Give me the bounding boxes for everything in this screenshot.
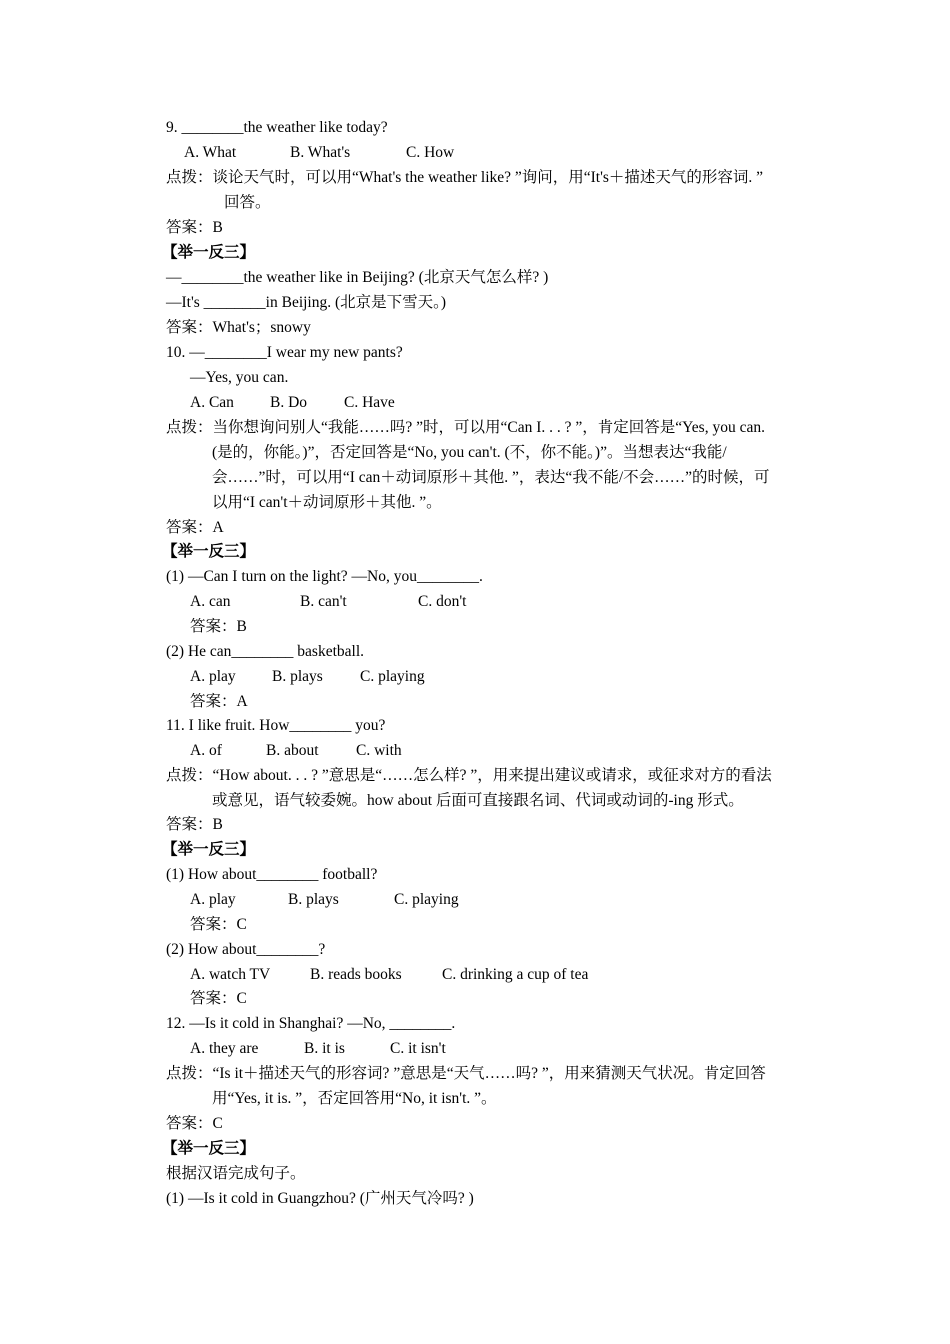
q11-sub2-stem: (2) How about________?: [166, 941, 326, 958]
q9-option-c: C. How: [406, 144, 455, 161]
q10-reply: —Yes, you can.: [190, 369, 289, 386]
q10-option-b: B. Do: [270, 394, 308, 411]
q10-sub2-answer: 答案：A: [190, 693, 248, 710]
q9-stem: 9. ________the weather like today?: [166, 119, 388, 136]
q11-stem: 11. I like fruit. How________ you?: [166, 717, 386, 734]
q12-tip-line1: 点拨：“Is it＋描述天气的形容词? ”意思是“天气……吗? ”，用来猜测天气状况。肯定回答: [166, 1065, 766, 1082]
q10-sub1-answer: 答案：B: [190, 618, 247, 635]
q9-option-b: B. What's: [290, 144, 351, 161]
q11-answer: 答案：B: [166, 816, 223, 833]
q11-sub2-option-a: A. watch TV: [190, 966, 271, 983]
q9-answer: 答案：B: [166, 219, 223, 236]
q10-option-c: C. Have: [344, 394, 395, 411]
q10-sub2-option-c: C. playing: [360, 668, 425, 685]
q10-sub1-option-a: A. can: [190, 593, 231, 610]
q12-option-c: C. it isn't: [390, 1040, 446, 1057]
q12-stem: 12. —Is it cold in Shanghai? —No, ________.: [166, 1015, 456, 1032]
q10-stem: 10. —________I wear my new pants?: [166, 344, 403, 361]
q12-option-b: B. it is: [304, 1040, 345, 1057]
q10-tip-line3: 会……”时，可以用“I can＋动词原形＋其他. ”，表达“我不能/不会……”的时候，可: [212, 469, 770, 486]
q11-sub1-stem: (1) How about________ football?: [166, 866, 378, 883]
q12-instruction: 根据汉语完成句子。: [166, 1165, 306, 1182]
q9-extra-line1: —________the weather like in Beijing? (北京天气怎么样? ): [166, 269, 549, 286]
q10-sub2-option-a: A. play: [190, 668, 236, 685]
q11-sub1-option-c: C. playing: [394, 891, 459, 908]
q11-option-b: B. about: [266, 742, 319, 759]
q9-option-a: A. What: [184, 144, 237, 161]
q9-extra-line2: —It's ________in Beijing. (北京是下雪天。): [166, 294, 447, 311]
q9-tip-line1: 点拨：谈论天气时，可以用“What's the weather like? ”询问，用“It's＋描述天气的形容词. ”: [166, 169, 764, 186]
q11-sub1-option-a: A. play: [190, 891, 236, 908]
q12-option-a: A. they are: [190, 1040, 259, 1057]
q10-sub1-stem: (1) —Can I turn on the light? —No, you________.: [166, 568, 483, 585]
q10-sub1-option-c: C. don't: [418, 593, 467, 610]
q11-sub1-option-b: B. plays: [288, 891, 339, 908]
q11-option-a: A. of: [190, 742, 222, 759]
q10-sub1-option-b: B. can't: [300, 593, 347, 610]
q10-tip-line2: (是的，你能。)”，否定回答是“No, you can't. (不，你不能。)”。当想表达“我能/: [212, 444, 727, 461]
q11-tip-line2: 或意见，语气较委婉。how about 后面可直接跟名词、代词或动词的-ing 形式。: [212, 792, 744, 809]
q11-sub2-option-b: B. reads books: [310, 966, 402, 983]
q10-answer: 答案：A: [166, 519, 224, 536]
q11-extra-header: 【举一反三】: [162, 841, 256, 858]
q10-sub2-stem: (2) He can________ basketball.: [166, 643, 364, 660]
q10-tip-line4: 以用“I can't＋动词原形＋其他. ”。: [212, 494, 442, 511]
q10-sub2-option-b: B. plays: [272, 668, 323, 685]
q11-tip-line1: 点拨：“How about. . . ? ”意思是“……怎么样? ”，用来提出建议或请求，或征求对方的看法: [166, 767, 772, 784]
q11-option-c: C. with: [356, 742, 402, 759]
q10-extra-header: 【举一反三】: [162, 543, 256, 560]
q11-sub2-option-c: C. drinking a cup of tea: [442, 966, 589, 983]
q9-extra-header: 【举一反三】: [162, 244, 256, 261]
q11-sub2-answer: 答案：C: [190, 990, 247, 1007]
q10-option-a: A. Can: [190, 394, 234, 411]
q12-answer: 答案：C: [166, 1115, 223, 1132]
q9-extra-answer: 答案：What's；snowy: [166, 319, 311, 336]
q10-tip-line1: 点拨：当你想询问别人“我能……吗? ”时，可以用“Can I. . . ? ”，肯定回答是“Yes, you can.: [166, 419, 765, 436]
q12-extra-header: 【举一反三】: [162, 1140, 256, 1157]
q12-sub1: (1) —Is it cold in Guangzhou? (广州天气冷吗? ): [166, 1190, 474, 1207]
q11-sub1-answer: 答案：C: [190, 916, 247, 933]
q12-tip-line2: 用“Yes, it is. ”，否定回答用“No, it isn't. ”。: [212, 1090, 497, 1107]
q9-tip-line2: 回答。: [224, 194, 271, 211]
